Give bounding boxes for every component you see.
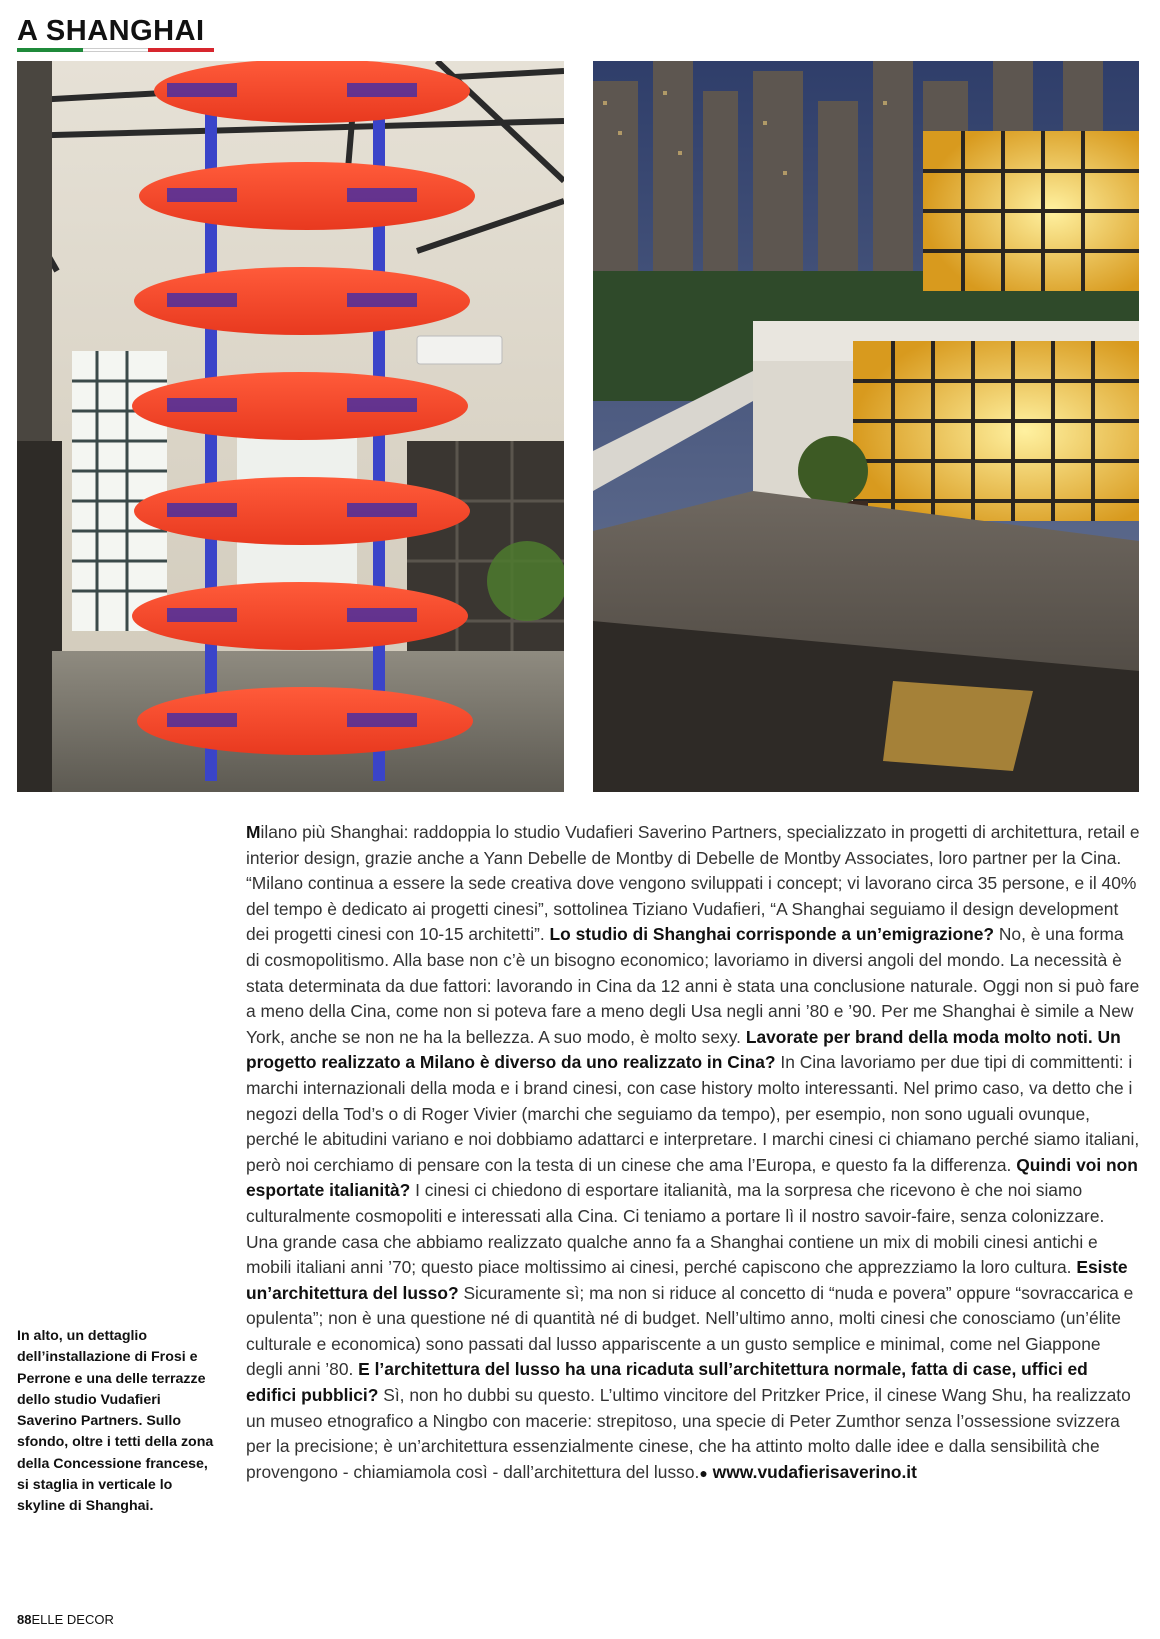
kites-installation-photo <box>17 61 564 792</box>
terrace-illustration <box>593 61 1139 792</box>
question-1: Lo studio di Shanghai corrisponde a un’emigrazione? <box>549 924 995 945</box>
answer-1: No, è una forma di cosmopolitismo. Alla base non c’è un bisogno economico; lavoriamo in diversi angoli del mondo. La necessità è stata determinata da due fattori: lavorando in Cina da 12 anni è stata una conclusione naturale. Oggi non si può fare a meno della Cina, come non si poteva fare a meno degli Usa negli anni ’80 e ’90. Per me Shanghai è simile a New York, anche se non ne ha la bellezza. A suo modo, è molto sexy. <box>246 924 1140 1047</box>
kites-illustration <box>17 61 564 792</box>
flag-white-stripe <box>83 48 149 52</box>
flag-red-stripe <box>148 48 214 52</box>
question-4: Esiste un’architettura del lusso? <box>246 1257 1128 1303</box>
question-3: Quindi voi non esportate italianità? <box>246 1154 1138 1201</box>
section-title: A SHANGHAI <box>17 15 205 47</box>
page-number: 88 <box>17 1612 32 1627</box>
answer-4: Sicuramente sì; ma non si riduce al concetto di “nuda e povera” oppure “sovraccarica e opulenta”; non è una questione né di quantità né di budget. Nell’ultimo anno, molti cinesi che conosciamo (un’élite culturale e economica) sono passati dal lusso appariscente a un gusto semplice e minimal, come nel Giappone degli anni ’80. <box>246 1282 1134 1380</box>
flag-green-stripe <box>17 48 83 52</box>
question-5: E l’architettura del lusso ha una ricaduta sull’architettura normale, fatta di case, uffici ed edifici pubblici? <box>246 1359 1088 1406</box>
magazine-name: ELLE DECOR <box>31 1612 114 1627</box>
answer-5: Sì, non ho dubbi su questo. L’ultimo vincitore del Pritzker Price, il cinese Wang Shu, ha realizzato un museo etnografico a Ningbo con macerie: strepitoso, una specie di Peter Zumthor senza l’ossessione svizzera per la precisione; è un’architettura essenzialmente cinese, che ha attinto molto dalle idee e dalla sensibilità che provengono - chiamiamola così - dall’architettura del lusso. <box>246 1385 1131 1482</box>
article-intro: ilano più Shanghai: raddoppia lo studio Vudafieri Saverino Partners, specializzato in progetti di architettura, retail e interior design, grazie anche a Yann Debelle de Montby di Debelle de Montby Associates, loro partner per la Cina. “Milano continua a essere la sede creativa dove vengono sviluppati i concept; vi lavorano circa 35 persone, e il 40% del tempo è dedicato ai progetti cinesi”, sottolinea Tiziano Vudafieri, “A Shanghai seguiamo il design development dei progetti cinesi con 10-15 architetti”. <box>246 822 1140 945</box>
website-link[interactable]: www.vudafierisaverino.it <box>712 1461 917 1482</box>
page-footer <box>17 1612 114 1627</box>
answer-3: I cinesi ci chiedono di esportare italianità, ma la sorpresa che ricevono è che noi siamo culturalmente cosmopoliti e interessati alla Cina. Ci teniamo a portare lì il nostro savoir-faire, senza colonizzare. Una grande casa che abbiamo realizzato qualche anno fa a Shanghai contiene un mix di mobili cinesi antichi e mobili italiani anni ’70; questo piace moltissimo ai cinesi, perché capiscono che apprezziamo la loro cultura. <box>246 1180 1105 1278</box>
answer-2: In Cina lavoriamo per due tipi di committenti: i marchi internazionali della moda e i brand cinesi, con case history molto interessanti. Nel primo caso, va detto che i negozi della Tod’s o di Roger Vivier (marchi che seguiamo da tempo), per esempio, non sono uguali ovunque, perché le abitudini variano e noi dobbiamo adattarci e interpretare. I marchi cinesi ci chiamano perché siamo italiani, però noi cerchiamo di pensare con la testa di un cinese che ama l’Europa, e questo fa la differenza. <box>246 1052 1140 1175</box>
end-mark: ● <box>699 1464 708 1481</box>
article-body <box>246 820 1140 1486</box>
question-2: Lavorate per brand della moda molto noti. Un progetto realizzato a Milano è diverso da uno realizzato in Cina? <box>246 1026 1121 1073</box>
terrace-skyline-photo <box>593 61 1139 792</box>
photo-caption: In alto, un dettaglio dell’installazione di Frosi e Perrone e una delle terrazze dello studio Vudafieri Saverino Partners. Sullo sfondo, oltre i tetti della zona della Concessione francese, si staglia in verticale lo skyline di Shanghai. <box>17 1328 214 1515</box>
article-dropcap: M <box>246 822 261 842</box>
italian-flag-bar <box>17 48 214 52</box>
